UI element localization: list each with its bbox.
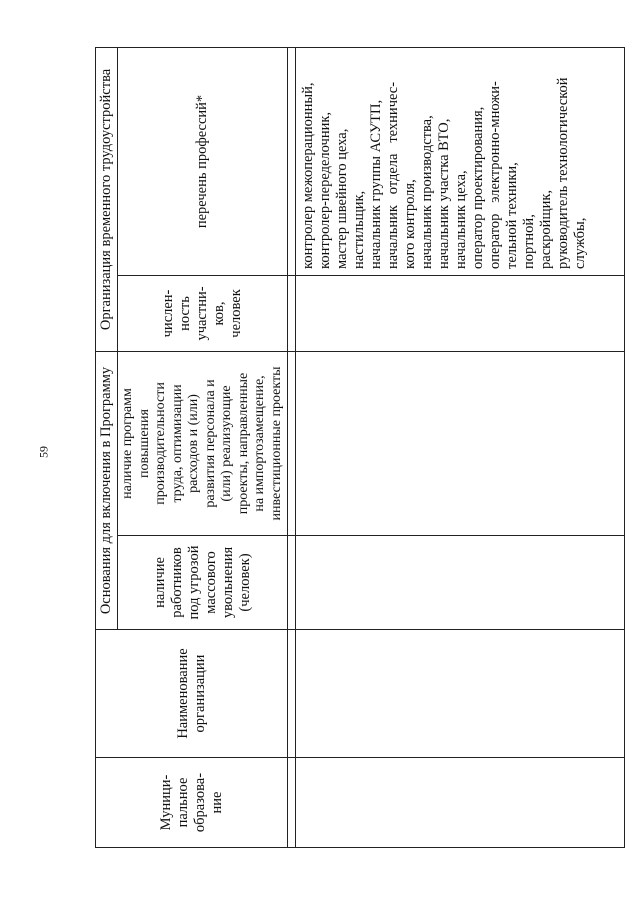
profession-item: настильщик, xyxy=(351,190,367,269)
profession-item: начальник цеха, xyxy=(453,170,469,269)
header-temp-employment-group: Организация временного трудоустройства xyxy=(96,47,118,351)
profession-item: тельной техники, xyxy=(504,162,520,269)
cell-workers-at-risk xyxy=(296,536,625,630)
profession-item: начальник участка ВТО, xyxy=(436,118,452,269)
cell-participant-count xyxy=(296,275,625,351)
header-professions: перечень профессий* xyxy=(118,47,288,275)
cell-org-name xyxy=(296,630,625,758)
data-row xyxy=(296,47,625,847)
program-table xyxy=(95,47,625,848)
header-org-name: Наименование организации xyxy=(96,630,288,758)
cell-professions-list xyxy=(296,47,625,275)
profession-item: портной, xyxy=(521,214,537,269)
rotated-table-area xyxy=(95,48,625,848)
table-wrapper xyxy=(95,48,625,848)
profession-item: мастер швейного цеха, xyxy=(334,128,350,269)
spacer-row xyxy=(288,47,296,847)
profession-item: руководитель технологической xyxy=(555,77,571,269)
header-participant-count: числен- ность участни- ков, человек xyxy=(118,275,288,351)
spacer-cell xyxy=(288,47,296,275)
header-basis-group: Основания для включения в Программу xyxy=(96,351,118,629)
spacer-cell xyxy=(288,536,296,630)
spacer-cell xyxy=(288,630,296,758)
spacer-cell xyxy=(288,275,296,351)
profession-item: оператор электронно-множи- xyxy=(487,81,503,269)
cell-municipal xyxy=(296,758,625,848)
header-workers-at-risk: наличие работников под угрозой массового увольнения (человек) xyxy=(118,536,288,630)
profession-item: контролер-переделочник, xyxy=(317,111,333,269)
profession-item: начальник группы АСУТП, xyxy=(368,99,384,269)
header-municipal: Муници- пальное образова- ние xyxy=(96,758,288,848)
spacer-cell xyxy=(288,351,296,535)
header-programs: наличие программ повышения производительности труда, оптимизации расходов и (или) развития персонала и (или) реализующие проекты, направленные на импортозамещение, инвестиционные проекты xyxy=(118,351,288,535)
spacer-cell xyxy=(288,758,296,848)
header-row-1 xyxy=(96,47,118,847)
page-number: 59 xyxy=(36,446,51,458)
profession-item: начальник отдела техничес- xyxy=(385,81,401,269)
profession-item: начальник производства, xyxy=(419,115,435,269)
profession-item: раскройщик, xyxy=(538,189,554,269)
profession-item: кого контроля, xyxy=(402,179,418,269)
profession-item: контролер межоперационный, xyxy=(300,82,316,269)
profession-item: службы, xyxy=(572,217,588,269)
profession-item: оператор проектирования, xyxy=(470,106,486,269)
cell-programs xyxy=(296,351,625,535)
